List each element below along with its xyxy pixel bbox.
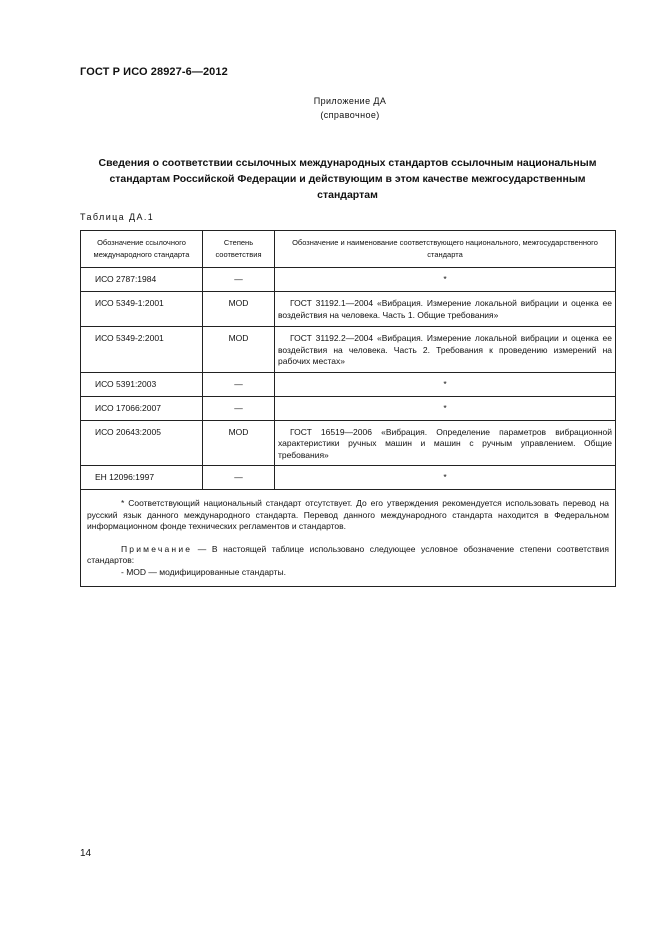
degree-cell: — [203,466,275,490]
gost-cell: * [275,466,616,490]
gost-cell [275,327,616,373]
column-header-degree: Степень соответствия [203,231,275,268]
degree-cell: MOD [203,420,275,466]
degree-cell: — [203,372,275,396]
standards-table [80,230,616,587]
page-number: 14 [80,848,92,859]
gost-cell: * [275,396,616,420]
annex-title: Приложение ДА [313,96,387,106]
iso-cell: ЕН 12096:1997 [81,466,203,490]
degree-cell: — [203,268,275,292]
table-row [81,420,616,466]
gost-text: ГОСТ 31192.1—2004 «Вибрация. Измерение локальной вибрации и оценка ее воздействия на человека. Часть 1. Общие требования» [278,298,612,320]
table-row [81,396,616,420]
table-footnote [81,490,616,587]
degree-cell: MOD [203,327,275,373]
table-row [81,466,616,490]
degree-cell: MOD [203,292,275,327]
table-row [81,327,616,373]
column-header-iso: Обозначение ссылочного международного стандарта [81,231,203,268]
note-paragraph [87,544,609,567]
note-list-item: - MOD — модифицированные стандарты. [121,566,286,577]
column-header-gost: Обозначение и наименование соответствующего национального, межгосударственного стандарта [275,231,616,268]
document-code: ГОСТ Р ИСО 28927-6—2012 [80,66,228,78]
iso-cell: ИСО 17066:2007 [81,396,203,420]
footnote-text: * Соответствующий национальный стандарт отсутствует. До его утверждения рекомендуется использовать перевод на русский язык данного международного стандарта. Перевод данного международного стандарта находится в Федеральном информационном фонде технических регламентов и стандартов. [87,498,609,531]
table-header-row [81,231,616,268]
table-caption: Таблица ДА.1 [80,212,155,222]
iso-cell: ИСО 2787:1984 [81,268,203,292]
iso-cell: ИСО 20643:2005 [81,420,203,466]
annex-subtitle: (справочное) [320,110,380,120]
gost-text: ГОСТ 31192.2—2004 «Вибрация. Измерение локальной вибрации и оценка ее воздействия на человека. Часть 2. Требования к проведению измерений на рабочих местах» [278,333,612,366]
table-row [81,268,616,292]
degree-cell: — [203,396,275,420]
gost-text: ГОСТ 16519—2006 «Вибрация. Определение параметров вибрационной характеристики ручных машин и машин с ручным управлением. Общие требования» [278,426,612,460]
gost-cell: * [275,268,616,292]
standards-table-container [80,230,615,587]
table-footnote-row [81,490,616,587]
iso-cell: ИСО 5349-2:2001 [81,327,203,373]
section-heading: Сведения о соответствии ссылочных международных стандартов ссылочным национальным стандартам Российской Федерации и действующим в этом качестве межгосударственным стандартам [98,157,597,201]
table-row [81,292,616,327]
iso-cell: ИСО 5391:2003 [81,372,203,396]
note-label: Примечание [121,543,193,554]
table-row [81,372,616,396]
gost-cell [275,420,616,466]
gost-cell: * [275,372,616,396]
note-text: — В настоящей таблице использовано следующее условное обозначение степени соответствия стандартов: [87,543,609,565]
gost-cell [275,292,616,327]
iso-cell: ИСО 5349-1:2001 [81,292,203,327]
